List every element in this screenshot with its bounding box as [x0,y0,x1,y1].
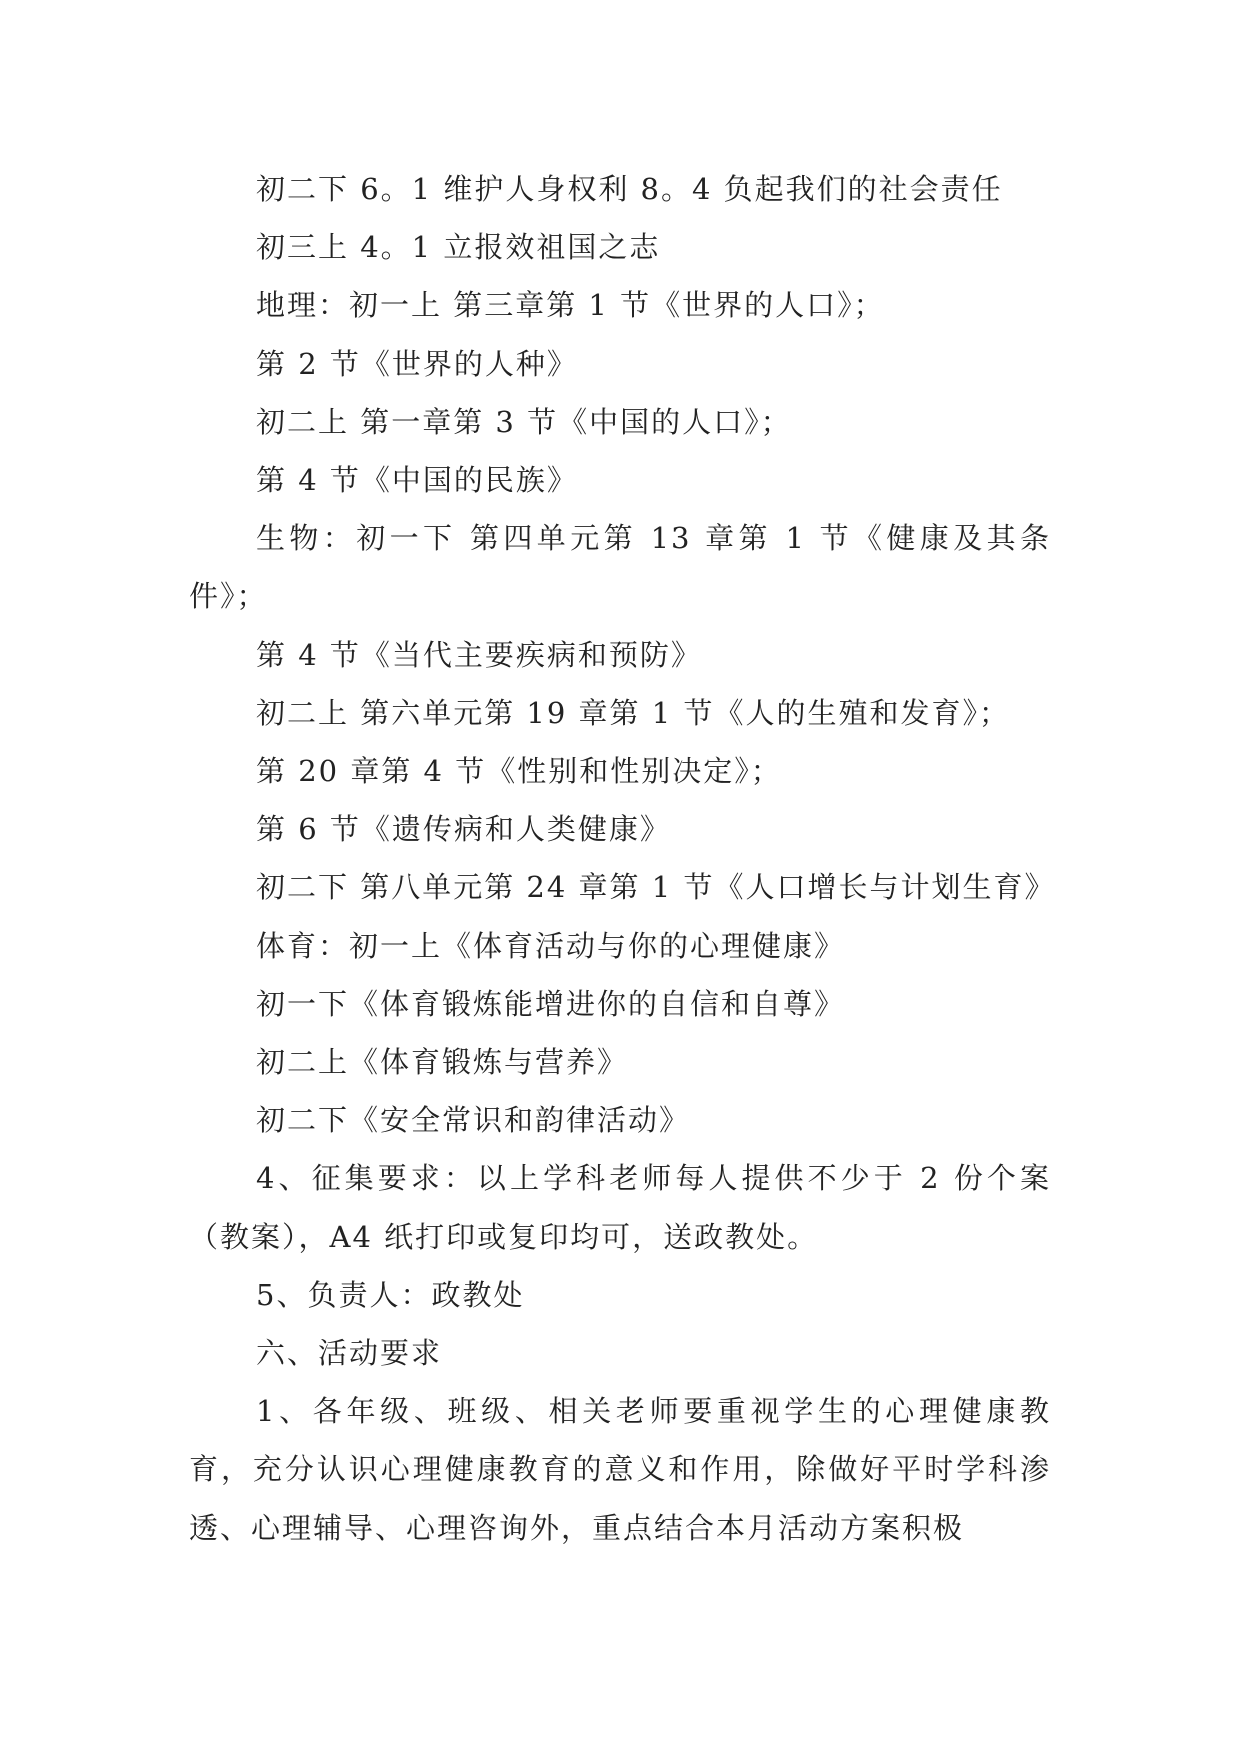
section-heading-activity-requirements: 六、活动要求 [256,1336,443,1371]
paragraph-politics-grade8b: 初二下 6。1 维护人身权利 8。4 负起我们的社会责任 [256,172,1003,206]
paragraph-pe-grade7a: 体育：初一上《体育活动与你的心理健康》 [256,928,846,963]
paragraph-biology-section6: 第 6 节《遗传病和人类健康》 [256,812,671,847]
paragraph-biology-grade8b: 初二下 第八单元第 24 章第 1 节《人口增长与计划生育》 [256,870,1056,905]
paragraph-geography-grade7a: 地理：初一上 第三章第 1 节《世界的人口》； [256,288,885,323]
paragraph-biology-section4: 第 4 节《当代主要疾病和预防》 [256,637,702,672]
document-body [189,160,1056,1557]
paragraph-geography-grade8a: 初二上 第一章第 3 节《中国的人口》； [256,404,792,439]
paragraph-biology-chapter20: 第 20 章第 4 节《性别和性别决定》； [256,754,782,789]
paragraph-person-in-charge: 5、负责人：政教处 [256,1277,525,1312]
paragraph-pe-grade8a: 初二上《体育锻炼与营养》 [256,1045,629,1080]
paragraph-pe-grade7b: 初一下《体育锻炼能增进你的自信和自尊》 [256,986,846,1021]
paragraph-geography-section4: 第 4 节《中国的民族》 [256,463,578,498]
paragraph-politics-grade9a: 初三上 4。1 立报效祖国之志 [256,230,661,265]
paragraph-pe-grade8b: 初二下《安全常识和韵律活动》 [256,1103,691,1138]
paragraph-requirement-1: 1、各年级、班级、相关老师要重视学生的心理健康教育，充分认识心理健康教育的意义和作用，除做好平时学科渗透、心理辅导、心理咨询外，重点结合本月活动方案积极 [189,1394,1051,1545]
paragraph-biology-grade7b: 生物：初一下 第四单元第 13 章第 1 节《健康及其条件》； [189,521,1051,614]
paragraph-collection-requirements: 4、征集要求：以上学科老师每人提供不少于 2 份个案（教案），A4 纸打印或复印均可，送政教处。 [189,1161,1051,1254]
paragraph-biology-grade8a: 初二上 第六单元第 19 章第 1 节《人的生殖和发育》； [256,695,1010,730]
paragraph-geography-section2: 第 2 节《世界的人种》 [256,346,578,381]
